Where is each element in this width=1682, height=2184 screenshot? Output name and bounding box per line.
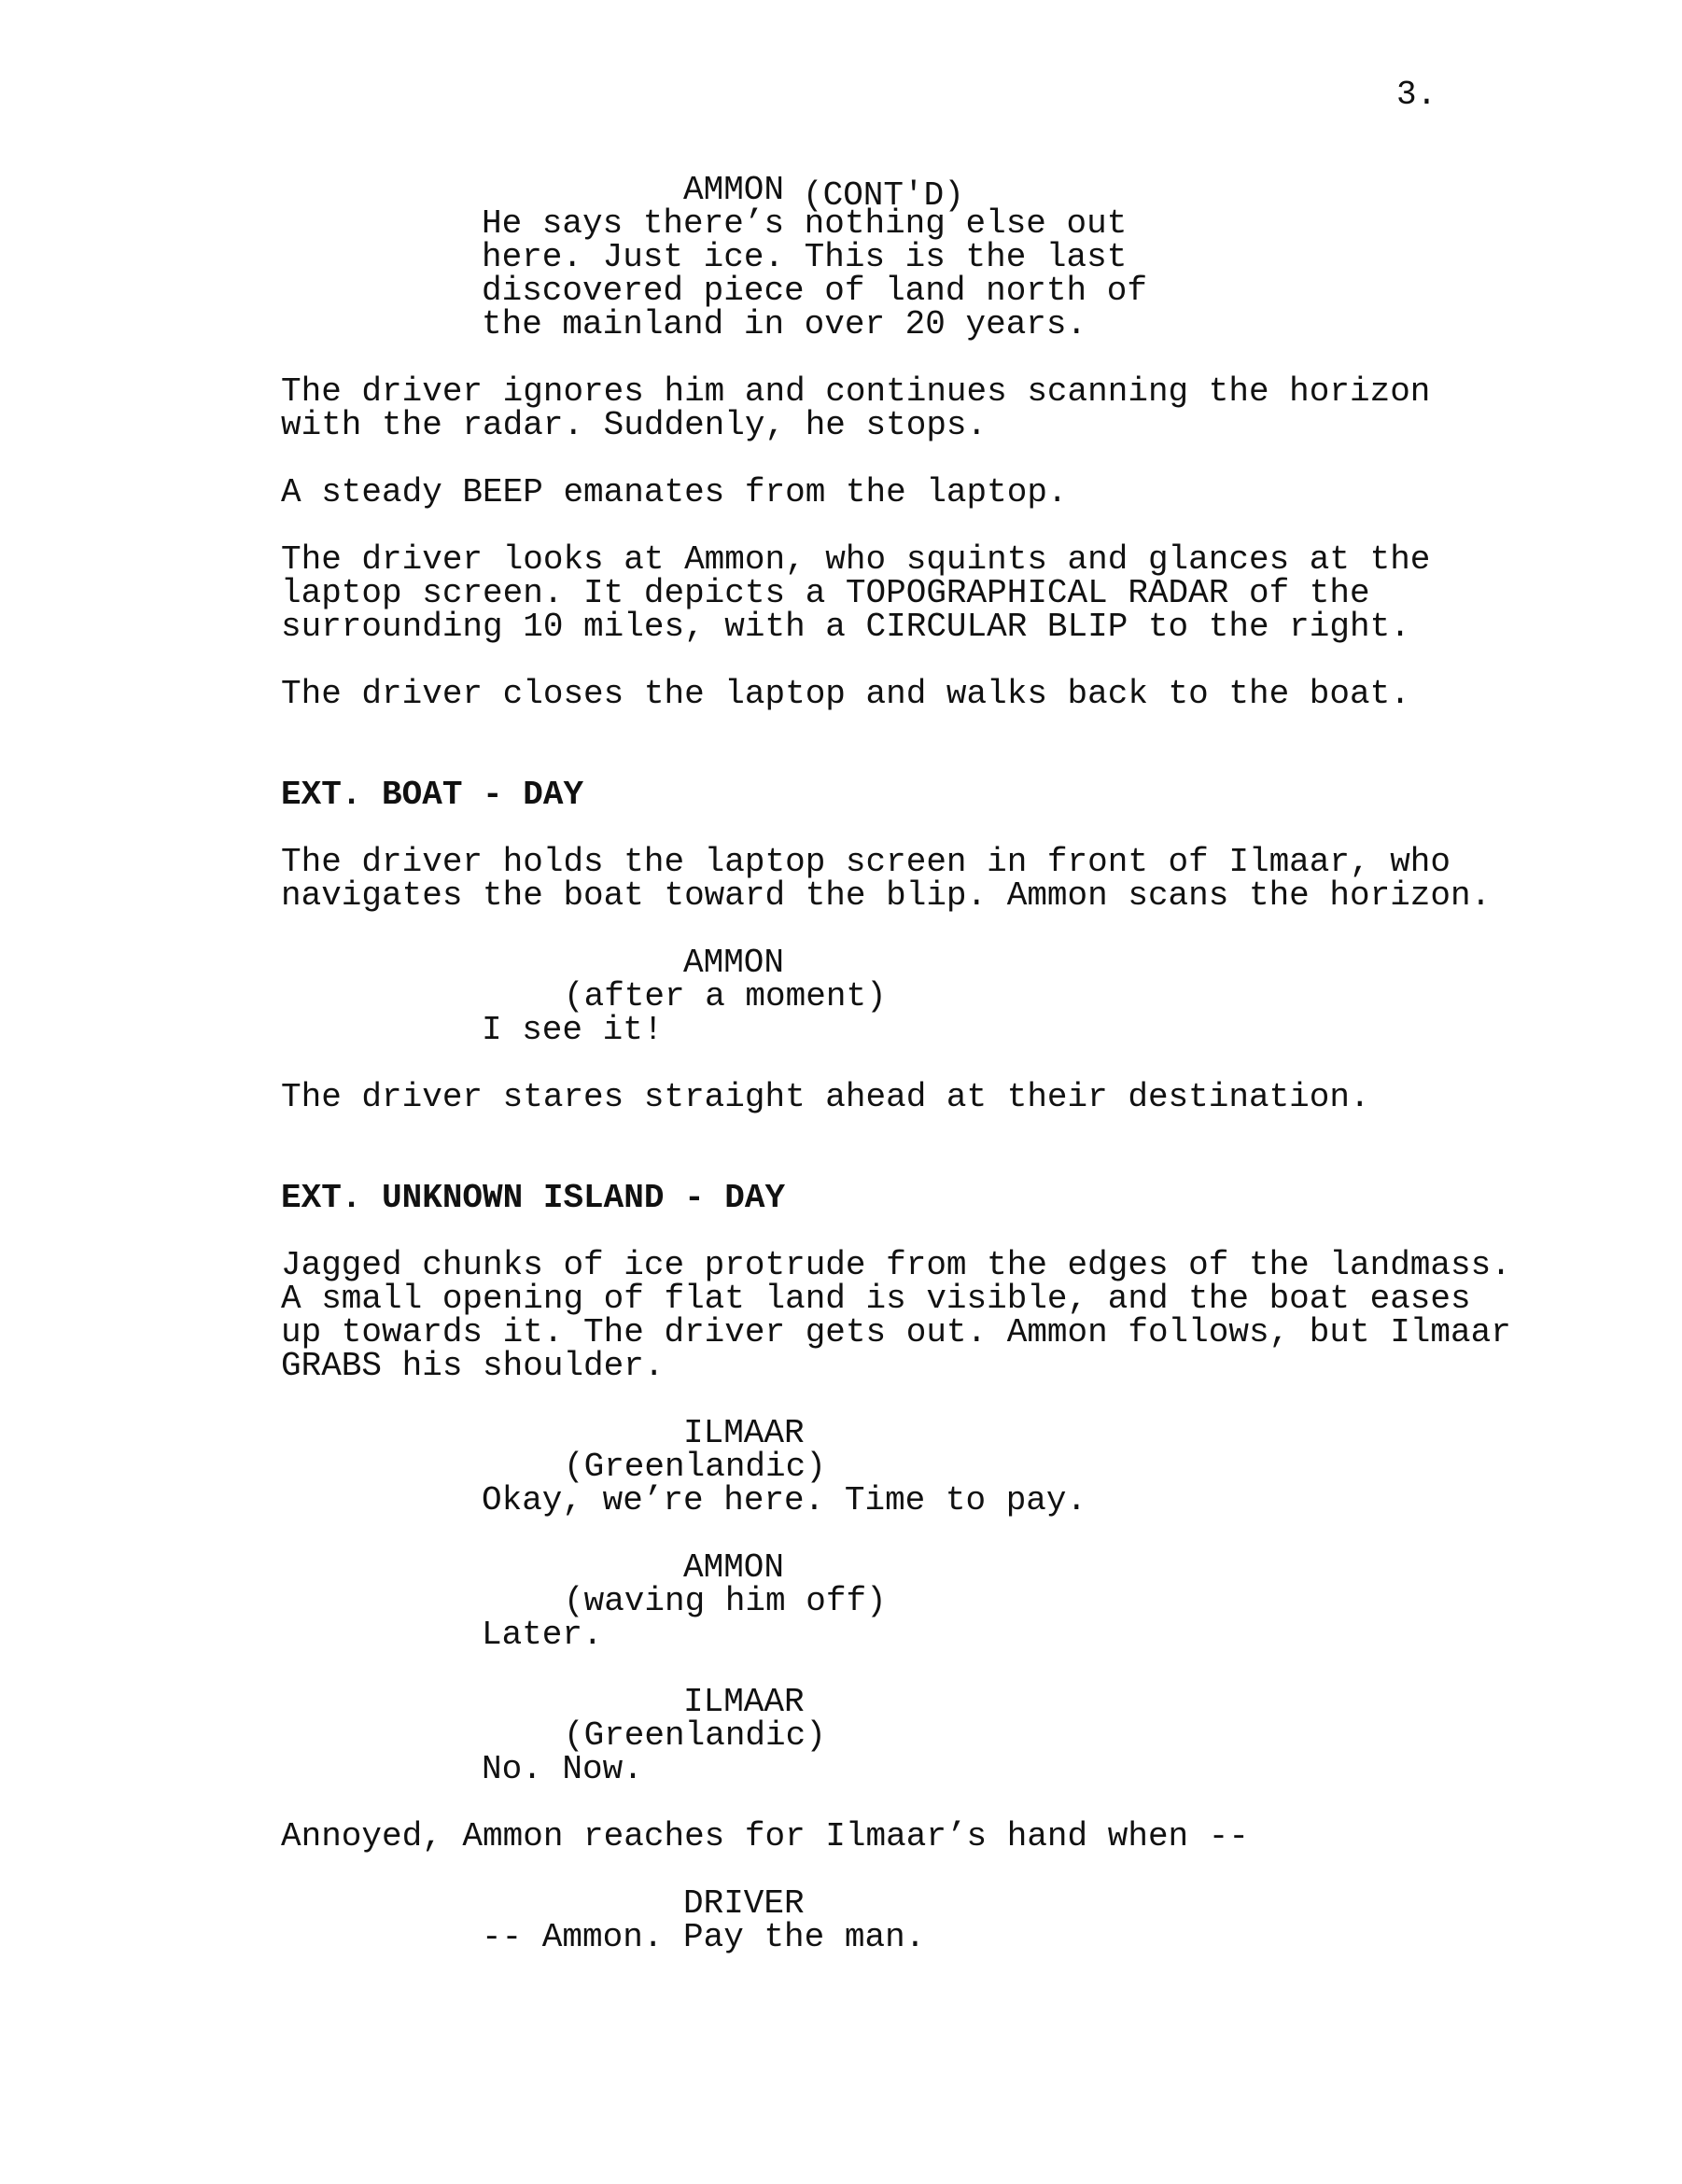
parenthetical: (Greenlandic): [564, 1716, 826, 1755]
dialogue: Later.: [482, 1616, 603, 1654]
dialogue: No. Now.: [482, 1750, 643, 1788]
parenthetical: (waving him off): [564, 1582, 887, 1620]
dialogue: Okay, we’re here. Time to pay.: [482, 1481, 1087, 1519]
character-name: AMMON: [683, 171, 785, 209]
dialogue: I see it!: [482, 1011, 664, 1049]
dialogue: -- Ammon. Pay the man.: [482, 1918, 926, 1956]
character-name: AMMON: [683, 944, 785, 982]
action-line: The driver holds the laptop screen in front of Ilmaar, who navigates the boat toward the blip. Ammon scans the horizon.: [281, 843, 1492, 915]
action-line: Annoyed, Ammon reaches for Ilmaar’s hand when --: [281, 1817, 1249, 1855]
action-line: Jagged chunks of ice protrude from the edges of the landmass. A small opening of flat land is visible, and the boat eases up towards it. The driver gets out. Ammon follows, but Ilmaar GRABS his shoulder.: [281, 1246, 1511, 1385]
action-line: The driver closes the laptop and walks back to the boat.: [281, 675, 1410, 713]
page-number: 3.: [1396, 76, 1437, 114]
character-extension: (CONT'D): [803, 176, 964, 215]
character-name: ILMAAR: [683, 1414, 805, 1452]
character-name: AMMON: [683, 1548, 785, 1587]
parenthetical: (Greenlandic): [564, 1448, 826, 1486]
scene-heading: EXT. BOAT - DAY: [281, 776, 584, 814]
character-name: ILMAAR: [683, 1683, 805, 1721]
action-line: The driver stares straight ahead at their destination.: [281, 1078, 1370, 1116]
action-line: A steady BEEP emanates from the laptop.: [281, 473, 1068, 511]
character-name: DRIVER: [683, 1884, 805, 1923]
scene-heading: EXT. UNKNOWN ISLAND - DAY: [281, 1179, 786, 1217]
dialogue: He says there’s nothing else out here. Just ice. This is the last discovered piece of land north of the mainland in over 20 years.: [482, 204, 1147, 343]
parenthetical: (after a moment): [564, 977, 887, 1015]
action-line: The driver looks at Ammon, who squints and glances at the laptop screen. It depicts a TOPOGRAPHICAL RADAR of the surrounding 10 miles, with a CIRCULAR BLIP to the right.: [281, 540, 1431, 646]
action-line: The driver ignores him and continues scanning the horizon with the radar. Suddenly, he stops.: [281, 372, 1431, 444]
